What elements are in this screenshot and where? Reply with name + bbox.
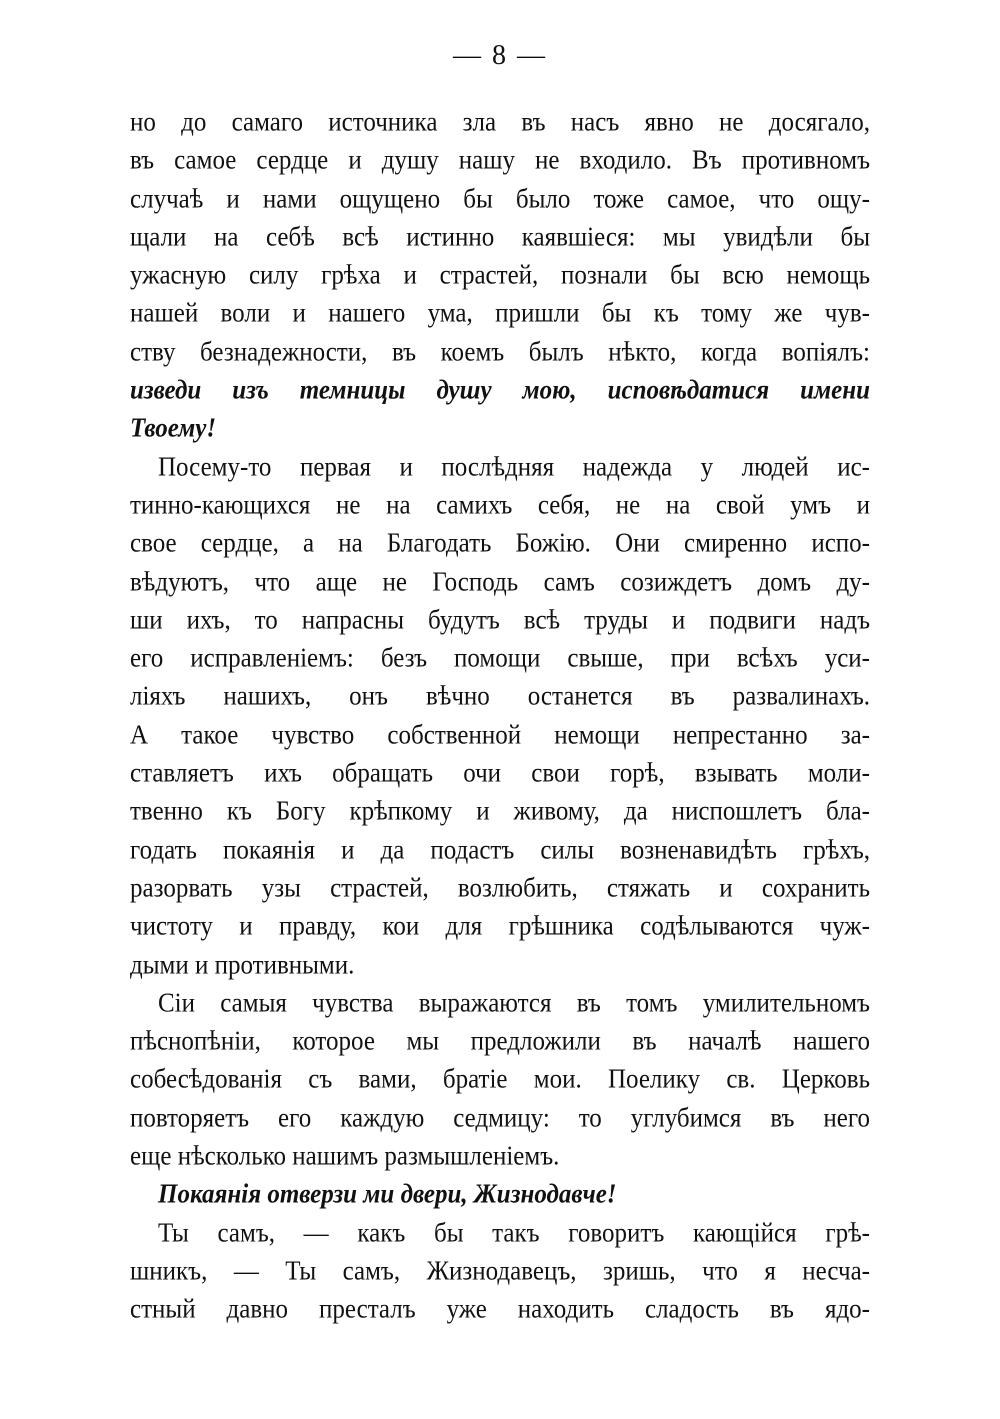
italic-quote-line: изведи изъ темницы душу мою, исповѣдатися имени — [130, 375, 870, 406]
text-line: Ты самъ, — какъ бы такъ говоритъ кающійся грѣ- — [158, 1218, 870, 1248]
text-line: Посему-то первая и послѣдняя надежда у людей ис- — [158, 452, 870, 482]
text-line: ставляетъ ихъ обращать очи свои горѣ, взывать моли- — [130, 758, 870, 789]
italic-quote-line: Покаянія отверзи ми двери, Жизнодавче! — [158, 1180, 617, 1210]
text-line: его исправленіемъ: безъ помощи свыше, при всѣхъ уси- — [130, 644, 870, 674]
text-line: дыми и противными. — [130, 950, 355, 980]
text-line: Сіи самыя чувства выражаются въ томъ умилительномъ — [158, 988, 870, 1018]
text-line: собесѣдованія съ вами, братіе мои. Поелику св. Церковь — [130, 1065, 870, 1095]
text-line: нашей воли и нашего ума, пришли бы къ тому же чув- — [130, 299, 870, 329]
italic-quote-line: Твоему! — [130, 414, 217, 444]
text-line: пѣснопѣніи, которое мы предложили въ началѣ нашего — [130, 1026, 870, 1057]
text-line: повторяетъ его каждую седмицу: то углубимся въ него — [130, 1103, 870, 1133]
text-line: но до самаго источника зла въ насъ явно не досягало, — [130, 107, 870, 138]
text-line: въ самое сердце и душу нашу не входило. Въ противномъ — [130, 146, 870, 176]
text-line: ши ихъ, то напрасны будутъ всѣ труды и подвиги надъ — [130, 605, 870, 635]
text-line: вѣдуютъ, что аще не Господь самъ созиждетъ домъ ду- — [130, 567, 870, 597]
text-line: ужасную силу грѣха и страстей, познали бы всю немощь — [130, 261, 870, 291]
text-line: случаѣ и нами ощущено бы было тоже самое, что ощу- — [130, 184, 870, 214]
text-line: шникъ, — Ты самъ, Жизнодавецъ, зришь, что я несча- — [130, 1256, 870, 1286]
text-line: А такое чувство собственной немощи непрестанно за- — [130, 720, 870, 750]
text-line: чистоту и правду, кои для грѣшника содѣлываются чуж- — [130, 912, 870, 942]
page-number: — 8 — — [453, 40, 547, 71]
text-line: еще нѣсколько нашимъ размышленіемъ. — [130, 1141, 560, 1172]
text-line: ліяхъ нашихъ, онъ вѣчно останется въ развалинахъ. — [130, 682, 870, 712]
text-line: твенно къ Богу крѣпкому и живому, да ниспошлетъ бла- — [130, 797, 870, 827]
text-line: разорвать узы страстей, возлюбить, стяжать и сохранить — [130, 873, 870, 903]
text-line: тинно-кающихся не на самихъ себя, не на свой умъ и — [130, 490, 870, 520]
text-line: свое сердце, а на Благодать Божію. Они смиренно испо- — [130, 529, 870, 559]
text-line: стный давно престалъ уже находить сладость въ ядо- — [130, 1295, 870, 1325]
text-line: ству безнадежности, въ коемъ былъ нѣкто, когда вопіялъ: — [130, 337, 870, 367]
text-line: щали на себѣ всѣ истинно каявшіеся: мы увидѣли бы — [130, 222, 870, 252]
body-text — [130, 104, 870, 1330]
text-line: годать покаянія и да подастъ силы возненавидѣть грѣхъ, — [130, 835, 870, 865]
